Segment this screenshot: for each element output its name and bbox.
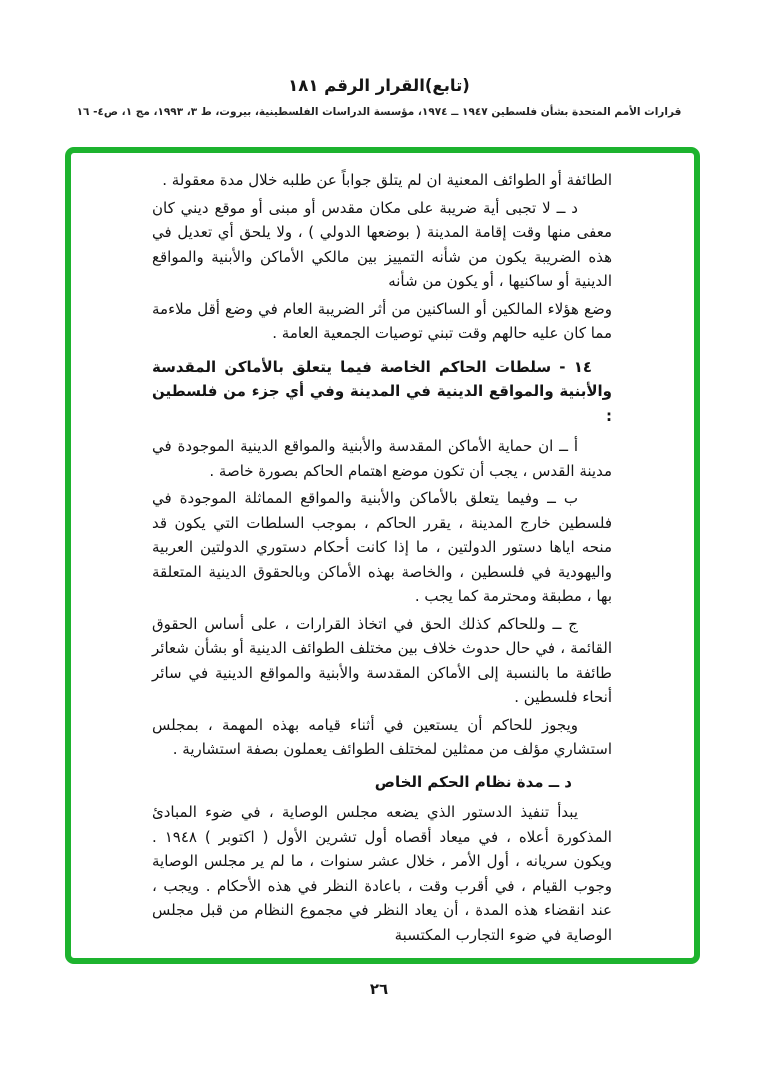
paragraph: ب ــ وفيما يتعلق بالأماكن والأبنية والمواقع المماثلة الموجودة في فلسطين خارج المدينة ، يقرر الحاكم ، بموجب السلطات التي يكون قد منحه اياها دستور الدولتين ، ما إذا كانت أحكام دستوري الدولتين العربية واليهودية في فلسطين ، والخاصة بهذه الأماكن وبالحقوق الدينية المتعلقة بها ، مطبقة ومحترمة كما يجب . (152, 489, 612, 605)
paragraph: ويجوز للحاكم أن يستعين في أثناء قيامه بهذه المهمة ، بمجلس استشاري مؤلف من ممثلين لمختلف الطوائف يعملون بصفة استشارية . (152, 715, 612, 758)
page-title: (تابع)القرار الرقم ١٨١ (288, 76, 470, 95)
paragraph: الطائفة أو الطوائف المعنية ان لم يتلق جواباً عن طلبه خلال مدة معقولة . (162, 171, 612, 189)
paragraph: د ــ لا تجبى أية ضريبة على مكان مقدس أو مبنى أو موقع ديني كان معفى منها وقت إقامة المدينة ( بوضعها الدولي ) ، ولا يلحق أي تعديل في هذه الضريبة يكون من شأنه التمييز بين مالكي الأماكن والأبنية والمواقع الدينية أو ساكنيها ، أو يكون من شأنه (152, 198, 612, 290)
document-text-column (152, 168, 612, 950)
section-heading: ١٤ - سلطات الحاكم الخاصة فيما يتعلق بالأماكن المقدسة والأبنية والمواقع الدينية في المدينة وفي أي جزء من فلسطين : (152, 357, 612, 425)
page-number: ٢٦ (369, 980, 389, 998)
paragraph: وضع هؤلاء المالكين أو الساكنين من أثر الضريبة العام في وضع أقل ملاءمة مما كان عليه حالهم وقت تبني توصيات الجمعية العامة . (152, 299, 612, 342)
source-citation-line: قرارات الأمم المتحدة بشأن فلسطين ١٩٤٧ ــ ١٩٧٤، مؤسسة الدراسات الفلسطينية، بيروت، ط ٣، ١٩٩٣، مج ١، ص٤- ١٦ (76, 106, 682, 118)
paragraph: أ ــ ان حماية الأماكن المقدسة والأبنية والمواقع الدينية الموجودة في مدينة القدس ، يجب أن تكون موضع اهتمام الحاكم بصورة خاصة . (152, 437, 612, 480)
paragraph: ج ــ وللحاكم كذلك الحق في اتخاذ القرارات ، على أساس الحقوق القائمة ، في حال حدوث خلاف بين مختلف الطوائف الدينية أو بشأن شعائر طائفة ما بالنسبة إلى الأماكن المقدسة والأبنية والمواقع الدينية في سائر أنحاء فلسطين . (152, 614, 612, 706)
section-subheading: د ــ مدة نظام الحكم الخاص (374, 772, 572, 791)
paragraph: يبدأ تنفيذ الدستور الذي يضعه مجلس الوصاية ، في ضوء المبادئ المذكورة أعلاه ، في ميعاد أقصاه أول تشرين الأول ( اكتوبر ) ١٩٤٨ . ويكون سريانه ، أول الأمر ، خلال عشر سنوات ، ما لم ير مجلس الوصاية وجوب القيام ، في أقرب وقت ، باعادة النظر في هذه الأحكام . ويجب ، عند انقضاء هذه المدة ، أن يعاد النظر في مجموع النظام من قبل مجلس الوصاية في ضوء التجارب المكتسبة (152, 803, 612, 944)
